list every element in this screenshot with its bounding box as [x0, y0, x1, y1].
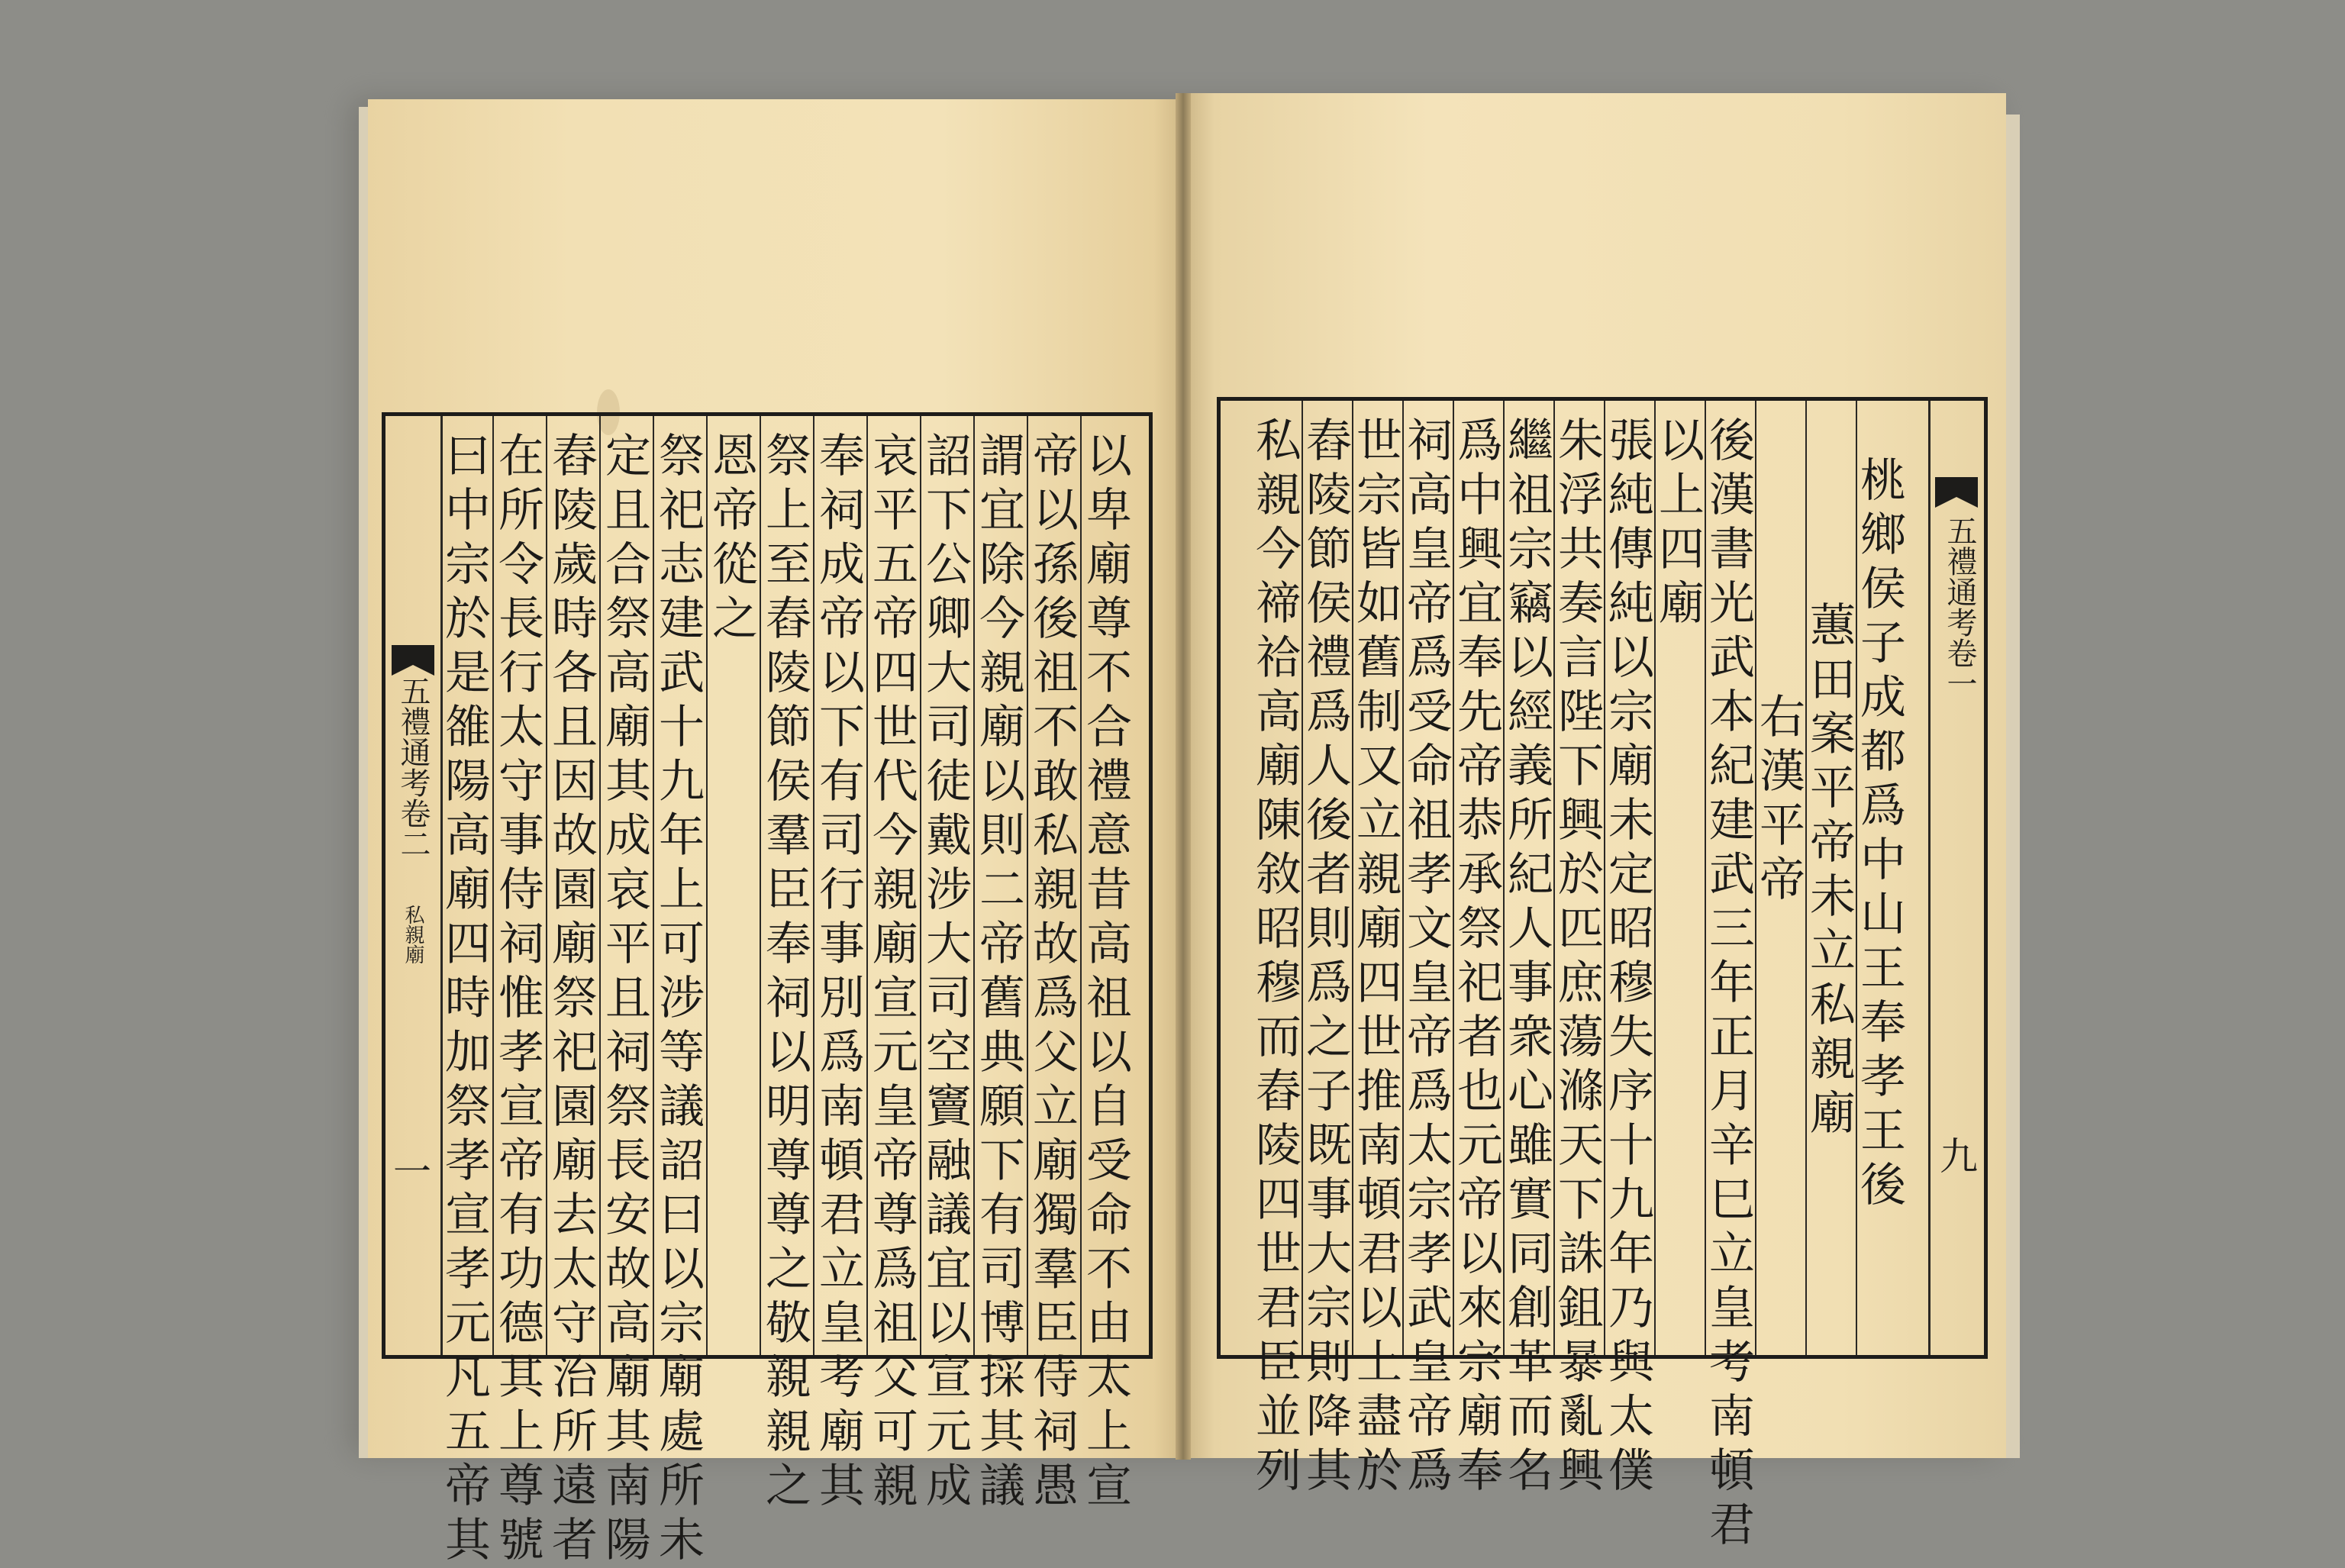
text-column: 桃 鄉 侯 子 成 都 爲 中 山 王 奉 孝 王 後 [1860, 454, 1906, 1212]
column-rule [866, 416, 868, 1355]
column-rule [1453, 401, 1454, 1355]
column-rule [653, 416, 654, 1355]
text-column: 祠 高 皇 帝 爲 受 命 祖 孝 文 皇 帝 爲 太 宗 孝 武 皇 帝 爲 [1407, 415, 1453, 1498]
column-rule [1856, 401, 1857, 1355]
folio-number: 九 [1940, 1134, 1978, 1179]
text-column: 舂 陵 歲 時 各 且 因 故 園 廟 祭 祀 園 廟 去 太 守 治 所 遠 者 [552, 430, 598, 1567]
fishtail-mark [1935, 477, 1978, 508]
text-column: 哀 平 五 帝 四 世 代 今 親 廟 宣 元 皇 帝 尊 爲 祖 父 可 親 [873, 430, 918, 1513]
text-column: 祭 祀 志 建 武 十 九 年 上 可 涉 等 議 詔 曰 以 宗 廟 處 所 未 [659, 430, 705, 1567]
colophon-title: 五禮通考卷二 [395, 676, 431, 859]
text-column: 爲 中 興 宜 奉 先 帝 恭 承 祭 祀 者 也 元 帝 以 來 宗 廟 奉 [1457, 415, 1503, 1498]
folio-number: 一 [393, 1150, 431, 1194]
text-column: 詔 下 公 卿 大 司 徒 戴 涉 大 司 空 竇 融 議 宜 以 宣 元 成 [926, 430, 972, 1513]
column-rule [1402, 401, 1404, 1355]
column-rule [1080, 416, 1082, 1355]
text-column: 繼 祖 宗 竊 以 經 義 所 紀 人 事 衆 心 雖 實 同 創 革 而 名 [1508, 415, 1553, 1498]
column-rule [546, 416, 547, 1355]
fishtail-mark [392, 645, 434, 676]
text-column: 世 宗 皆 如 舊 制 又 立 親 廟 四 世 推 南 頓 君 以 上 盡 於 [1356, 415, 1402, 1498]
column-rule [813, 416, 814, 1355]
text-column: 私 親 今 禘 祫 高 廟 陳 敘 昭 穆 而 舂 陵 四 世 君 臣 並 列 [1256, 415, 1302, 1498]
text-column: 定 且 合 祭 高 廟 其 成 哀 平 且 祠 祭 長 安 故 高 廟 其 南 陽 [605, 430, 651, 1567]
column-rule [1705, 401, 1706, 1355]
colophon-title: 五禮通考卷一 [1942, 515, 1977, 699]
colophon-section: 私親廟 [402, 905, 424, 964]
text-column: 謂 宜 除 今 親 廟 以 則 二 帝 舊 典 願 下 有 司 博 採 其 議 [979, 430, 1025, 1513]
column-rule [1302, 401, 1303, 1355]
column-rule [1805, 401, 1807, 1355]
column-rule [1553, 401, 1555, 1355]
column-rule [1604, 401, 1605, 1355]
text-column: 右 漢 平 帝 [1760, 691, 1805, 907]
column-rule [599, 416, 601, 1355]
left-text-block [382, 412, 1153, 1567]
right-colophon [1928, 401, 1984, 1355]
column-rule [1352, 401, 1353, 1355]
text-column: 蕙 田 案 平 帝 未 立 私 親 廟 [1810, 599, 1856, 1141]
text-column: 以 卑 廟 尊 不 合 禮 意 昔 高 祖 以 自 受 命 不 由 太 上 宣 [1086, 430, 1132, 1513]
text-column: 奉 祠 成 帝 以 下 有 司 行 事 別 爲 南 頓 君 立 皇 考 廟 其 [819, 430, 865, 1513]
column-rule [760, 416, 761, 1355]
text-column: 張 純 傳 純 以 宗 廟 未 定 昭 穆 失 序 十 九 年 乃 與 太 僕 [1608, 415, 1654, 1498]
column-rule [492, 416, 494, 1355]
column-rule [973, 416, 975, 1355]
book-gutter [1176, 93, 1191, 1460]
text-column: 在 所 令 長 行 太 守 事 侍 祠 惟 孝 宣 帝 有 功 德 其 上 尊 號 [498, 430, 544, 1567]
text-column: 祭 上 至 舂 陵 節 侯 羣 臣 奉 祠 以 明 尊 尊 之 敬 親 親 之 [766, 430, 811, 1513]
text-column: 朱 浮 共 奏 言 陛 下 興 於 匹 庶 蕩 滌 天 下 誅 鉏 暴 亂 興 [1558, 415, 1604, 1498]
column-rule [920, 416, 921, 1355]
text-column: 以 上 四 廟 [1659, 415, 1705, 631]
column-rule [706, 416, 708, 1355]
text-column: 曰 中 宗 於 是 雒 陽 高 廟 四 時 加 祭 孝 宣 孝 元 凡 五 帝 其 [445, 430, 491, 1567]
text-column: 恩 帝 從 之 [712, 430, 758, 646]
text-column: 後 漢 書 光 武 本 紀 建 武 三 年 正 月 辛 巳 立 皇 考 南 頓 君 [1709, 415, 1755, 1552]
text-column: 帝 以 孫 後 祖 不 敢 私 親 故 爲 父 立 廟 獨 羣 臣 侍 祠 愚 [1033, 430, 1079, 1513]
left-colophon [385, 416, 443, 1355]
column-rule [1503, 401, 1505, 1355]
right-text-block [1217, 397, 1988, 1552]
column-rule [1027, 416, 1028, 1355]
column-rule [1654, 401, 1656, 1355]
text-column: 舂 陵 節 侯 禮 爲 人 後 者 則 爲 之 子 既 事 大 宗 則 降 其 [1306, 415, 1352, 1498]
column-rule [1755, 401, 1756, 1355]
